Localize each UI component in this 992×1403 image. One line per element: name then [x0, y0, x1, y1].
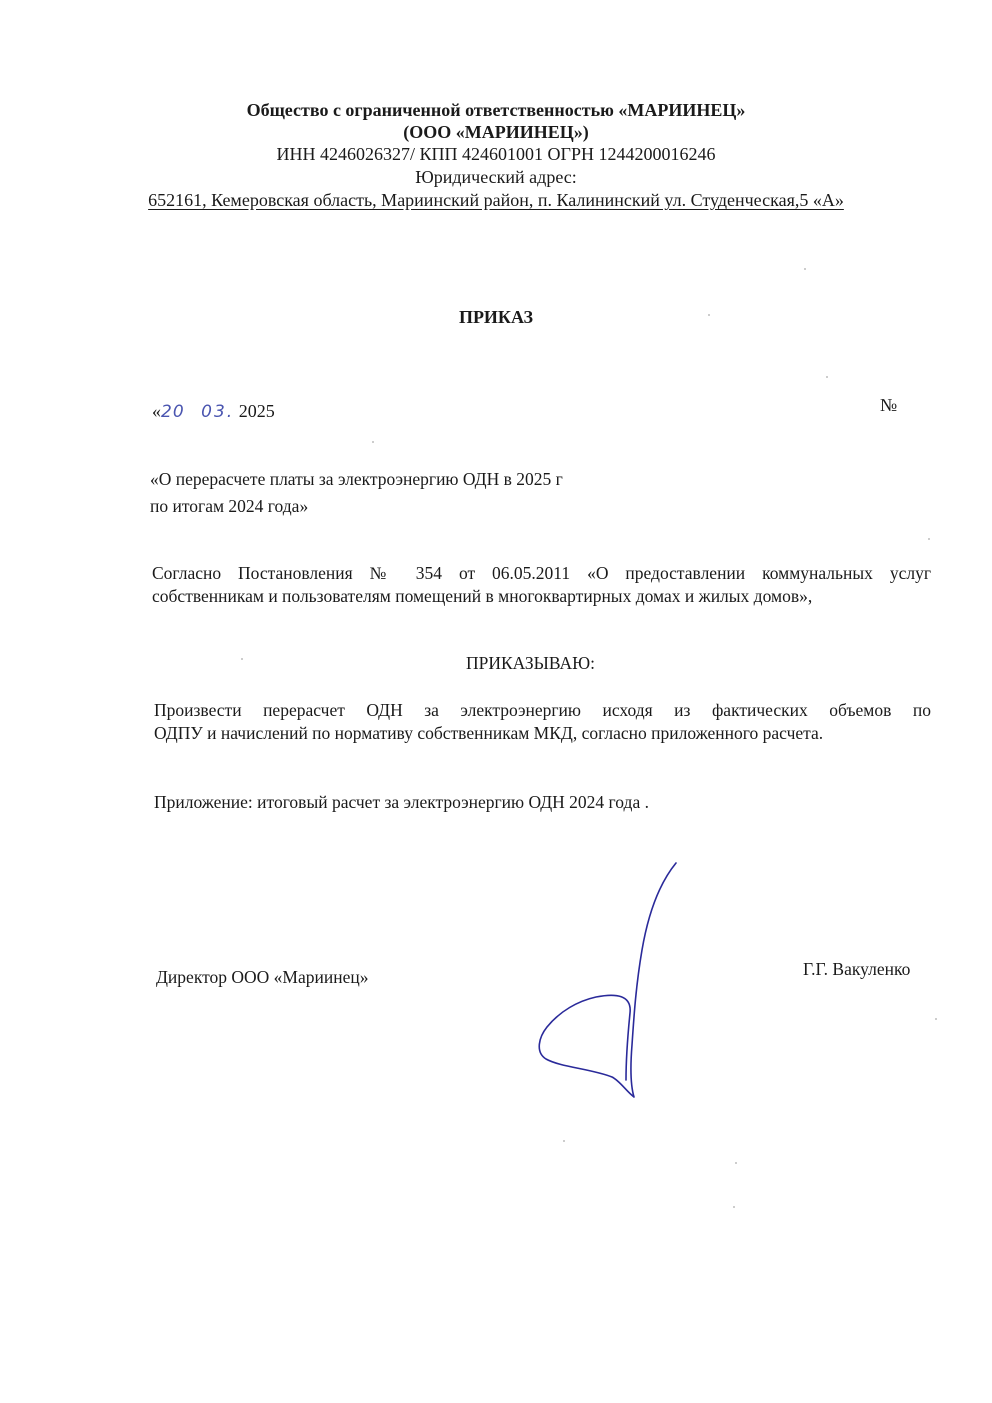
- scan-speck: [804, 268, 806, 270]
- document-date: [152, 399, 275, 424]
- basis-line-2: собственникам и пользователям помещений в многоквартирных домах и жилых домов»,: [152, 586, 813, 606]
- scan-speck: [826, 376, 828, 378]
- scan-speck: [928, 538, 930, 540]
- company-registration: ИНН 4246026327/ КПП 424601001 ОГРН 1244200016246: [276, 144, 716, 164]
- scan-speck: [372, 441, 374, 443]
- date-open-quote: «: [152, 401, 161, 421]
- order-line-1: Произвести перерасчет ОДН за электроэнергию исходя из фактических объемов по: [154, 700, 931, 720]
- handwritten-signature: [530, 855, 690, 1105]
- scan-speck: [735, 1162, 737, 1164]
- order-line-2: ОДПУ и начислений по нормативу собственникам МКД, согласно приложенного расчета.: [154, 723, 824, 743]
- date-year: 2025: [238, 401, 275, 421]
- subject-line-1: «О перерасчете платы за электроэнергию ОДН в 2025 г: [150, 469, 563, 489]
- scan-speck: [563, 1140, 565, 1142]
- address-label: Юридический адрес:: [415, 167, 577, 187]
- order-heading: ПРИКАЗЫВАЮ:: [466, 653, 595, 673]
- company-short-name: (ООО «МАРИИНЕЦ»): [403, 122, 589, 142]
- signature-stroke: [539, 863, 676, 1097]
- scan-speck: [733, 1206, 735, 1208]
- scan-speck: [708, 314, 710, 316]
- company-full-name: Общество с ограниченной ответственностью «МАРИИНЕЦ»: [246, 100, 746, 120]
- basis-line-1: Согласно Постановления № 354 от 06.05.2011 «О предоставлении коммунальных услуг: [152, 563, 931, 583]
- scan-speck: [241, 658, 243, 660]
- subject-line-2: по итогам 2024 года»: [150, 496, 309, 516]
- company-address: 652161, Кемеровская область, Мариинский район, п. Калининский ул. Студенческая,5 «А»: [148, 190, 844, 210]
- document-number-label: №: [880, 395, 898, 415]
- signatory-name: Г.Г. Вакуленко: [803, 959, 911, 979]
- scan-speck: [935, 1018, 937, 1020]
- date-month-handwritten: 03.: [201, 402, 235, 422]
- document-title: ПРИКАЗ: [458, 307, 534, 327]
- signatory-position: Директор ООО «Мариинец»: [156, 967, 369, 987]
- attachment-line: Приложение: итоговый расчет за электроэнергию ОДН 2024 года .: [154, 792, 649, 812]
- date-day-handwritten: 20: [161, 402, 185, 422]
